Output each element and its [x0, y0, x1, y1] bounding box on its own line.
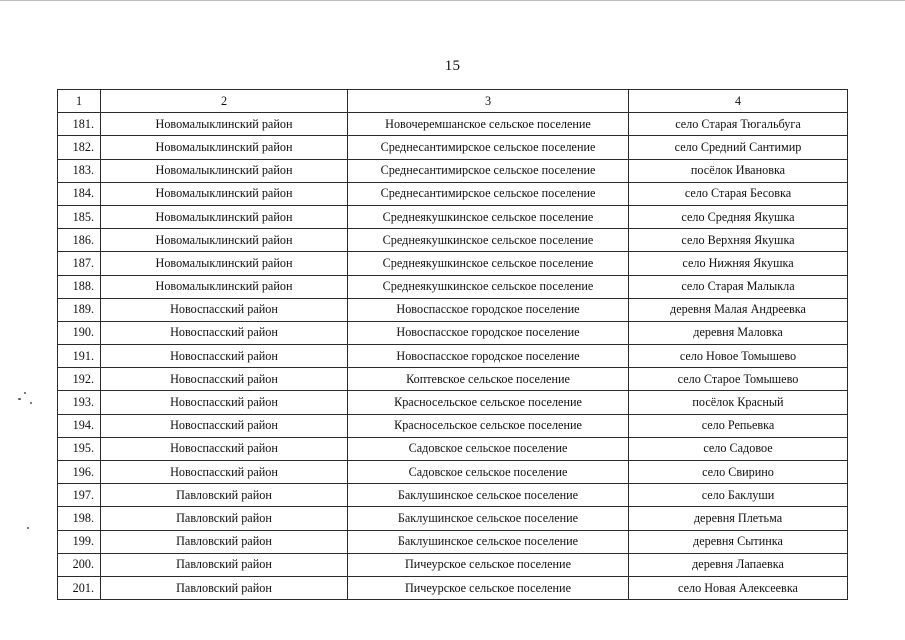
- cell-row-number: 187.: [58, 252, 101, 275]
- cell-row-number: 194.: [58, 414, 101, 437]
- cell-settlement: Коптевское сельское поселение: [348, 368, 629, 391]
- cell-locality: посёлок Ивановка: [629, 159, 848, 182]
- scan-speck: [18, 398, 21, 400]
- cell-locality: деревня Сытинка: [629, 530, 848, 553]
- cell-district: Новоспасский район: [101, 461, 348, 484]
- cell-row-number: 182.: [58, 136, 101, 159]
- cell-row-number: 191.: [58, 345, 101, 368]
- table-row: [58, 461, 848, 484]
- cell-settlement: Среднесантимирское сельское поселение: [348, 136, 629, 159]
- cell-district: Новомалыклинский район: [101, 182, 348, 205]
- table-row: [58, 368, 848, 391]
- cell-locality: деревня Маловка: [629, 321, 848, 344]
- cell-row-number: 185.: [58, 205, 101, 228]
- cell-locality: село Старая Бесовка: [629, 182, 848, 205]
- cell-district: Новомалыклинский район: [101, 252, 348, 275]
- cell-row-number: 199.: [58, 530, 101, 553]
- cell-settlement: Пичеурское сельское поселение: [348, 553, 629, 576]
- cell-settlement: Среднесантимирское сельское поселение: [348, 182, 629, 205]
- cell-locality: село Старая Малыкла: [629, 275, 848, 298]
- cell-settlement: Среднеякушкинское сельское поселение: [348, 205, 629, 228]
- table-row: [58, 437, 848, 460]
- cell-settlement: Среднесантимирское сельское поселение: [348, 159, 629, 182]
- table-row: [58, 252, 848, 275]
- cell-locality: село Старая Тюгальбуга: [629, 113, 848, 136]
- scan-speck: [24, 392, 26, 394]
- cell-settlement: Среднеякушкинское сельское поселение: [348, 229, 629, 252]
- cell-locality: село Нижняя Якушка: [629, 252, 848, 275]
- cell-locality: село Репьевка: [629, 414, 848, 437]
- table-row: [58, 298, 848, 321]
- settlements-table: [57, 89, 848, 600]
- cell-row-number: 183.: [58, 159, 101, 182]
- cell-locality: деревня Лапаевка: [629, 553, 848, 576]
- cell-settlement: Красносельское сельское поселение: [348, 414, 629, 437]
- cell-district: Новомалыклинский район: [101, 159, 348, 182]
- table-header: [58, 90, 848, 113]
- cell-settlement: Пичеурское сельское поселение: [348, 576, 629, 599]
- cell-locality: село Баклуши: [629, 484, 848, 507]
- cell-district: Новомалыклинский район: [101, 136, 348, 159]
- cell-district: Новомалыклинский район: [101, 113, 348, 136]
- cell-row-number: 190.: [58, 321, 101, 344]
- cell-locality: село Новая Алексеевка: [629, 576, 848, 599]
- cell-settlement: Садовское сельское поселение: [348, 437, 629, 460]
- table-row: [58, 414, 848, 437]
- cell-row-number: 197.: [58, 484, 101, 507]
- cell-locality: село Свирино: [629, 461, 848, 484]
- cell-settlement: Среднеякушкинское сельское поселение: [348, 252, 629, 275]
- column-header-1: 1: [58, 90, 101, 113]
- scan-speck: [30, 402, 32, 404]
- cell-row-number: 200.: [58, 553, 101, 576]
- cell-settlement: Красносельское сельское поселение: [348, 391, 629, 414]
- cell-district: Павловский район: [101, 507, 348, 530]
- cell-district: Новомалыклинский район: [101, 275, 348, 298]
- cell-row-number: 181.: [58, 113, 101, 136]
- column-header-3: 3: [348, 90, 629, 113]
- table-row: [58, 182, 848, 205]
- cell-row-number: 186.: [58, 229, 101, 252]
- cell-district: Новоспасский район: [101, 391, 348, 414]
- cell-locality: село Средняя Якушка: [629, 205, 848, 228]
- table-row: [58, 553, 848, 576]
- cell-settlement: Среднеякушкинское сельское поселение: [348, 275, 629, 298]
- cell-locality: деревня Малая Андреевка: [629, 298, 848, 321]
- cell-district: Новомалыклинский район: [101, 229, 348, 252]
- table-body: [58, 113, 848, 600]
- table-row: [58, 229, 848, 252]
- column-header-4: 4: [629, 90, 848, 113]
- cell-settlement: Баклушинское сельское поселение: [348, 484, 629, 507]
- table-header-row: [58, 90, 848, 113]
- cell-district: Новоспасский район: [101, 414, 348, 437]
- cell-settlement: Новочеремшанское сельское поселение: [348, 113, 629, 136]
- cell-row-number: 188.: [58, 275, 101, 298]
- scan-edge: [0, 0, 905, 1]
- cell-row-number: 195.: [58, 437, 101, 460]
- table-row: [58, 205, 848, 228]
- table-row: [58, 345, 848, 368]
- cell-district: Новоспасский район: [101, 345, 348, 368]
- cell-district: Новоспасский район: [101, 321, 348, 344]
- table-row: [58, 507, 848, 530]
- cell-locality: село Верхняя Якушка: [629, 229, 848, 252]
- cell-district: Павловский район: [101, 576, 348, 599]
- cell-settlement: Новоспасское городское поселение: [348, 298, 629, 321]
- cell-row-number: 196.: [58, 461, 101, 484]
- table-row: [58, 484, 848, 507]
- cell-row-number: 192.: [58, 368, 101, 391]
- column-header-2: 2: [101, 90, 348, 113]
- scan-speck: [27, 527, 29, 529]
- cell-district: Павловский район: [101, 484, 348, 507]
- cell-locality: село Садовое: [629, 437, 848, 460]
- cell-settlement: Новоспасское городское поселение: [348, 345, 629, 368]
- cell-row-number: 184.: [58, 182, 101, 205]
- cell-settlement: Садовское сельское поселение: [348, 461, 629, 484]
- table-row: [58, 113, 848, 136]
- table-row: [58, 159, 848, 182]
- cell-row-number: 201.: [58, 576, 101, 599]
- table-row: [58, 530, 848, 553]
- table-row: [58, 391, 848, 414]
- cell-district: Новоспасский район: [101, 368, 348, 391]
- table-row: [58, 576, 848, 599]
- page-number: 15: [444, 58, 461, 74]
- cell-locality: село Средний Сантимир: [629, 136, 848, 159]
- cell-row-number: 198.: [58, 507, 101, 530]
- cell-district: Павловский район: [101, 530, 348, 553]
- cell-settlement: Баклушинское сельское поселение: [348, 530, 629, 553]
- cell-district: Павловский район: [101, 553, 348, 576]
- cell-locality: деревня Плетьма: [629, 507, 848, 530]
- cell-locality: село Новое Томышево: [629, 345, 848, 368]
- cell-settlement: Новоспасское городское поселение: [348, 321, 629, 344]
- cell-district: Новоспасский район: [101, 437, 348, 460]
- cell-district: Новомалыклинский район: [101, 205, 348, 228]
- table-row: [58, 136, 848, 159]
- cell-locality: посёлок Красный: [629, 391, 848, 414]
- table-row: [58, 275, 848, 298]
- cell-settlement: Баклушинское сельское поселение: [348, 507, 629, 530]
- cell-locality: село Старое Томышево: [629, 368, 848, 391]
- table-row: [58, 321, 848, 344]
- cell-district: Новоспасский район: [101, 298, 348, 321]
- cell-row-number: 193.: [58, 391, 101, 414]
- cell-row-number: 189.: [58, 298, 101, 321]
